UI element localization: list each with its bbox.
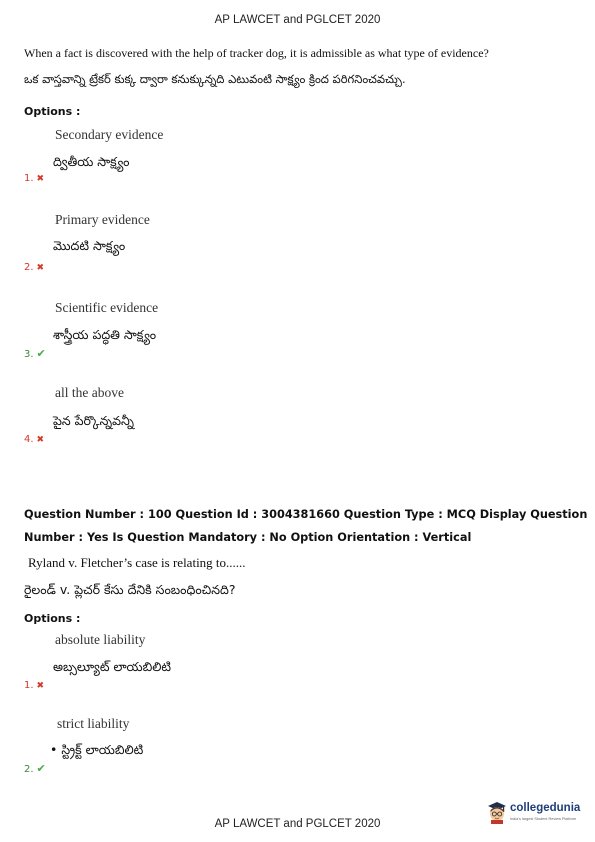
collegedunia-logo xyxy=(486,800,586,830)
q2-option-1-number: 1. xyxy=(24,680,34,691)
wrong-cross-icon: ✖ xyxy=(36,681,45,691)
q1-option-1-number: 1. xyxy=(24,173,34,184)
wrong-cross-icon: ✖ xyxy=(36,435,45,445)
logo-tagline: India's largest Student Review Platform xyxy=(510,817,577,821)
q1-option-2-en: Primary evidence xyxy=(55,212,150,227)
question-2-text-te: రైలండ్ v. ప్లెచర్ కేసు దేనికి సంబంధించినది? xyxy=(24,582,236,597)
q1-option-3-en: Scientific evidence xyxy=(55,300,159,315)
question-2-meta-line-1: Question Number : 100 Question Id : 3004381660 Question Type : MCQ Display Question xyxy=(24,508,588,521)
q1-option-4-marker xyxy=(24,427,44,446)
q1-option-4-te: పైన పేర్కొన్నవన్నీ xyxy=(53,413,135,428)
q2-option-2-te: • స్ట్రిక్ట్ లాయబిలిటి xyxy=(50,742,144,757)
q2-option-1-te: అబ్సల్యూట్ లాయబిలిటి xyxy=(53,659,172,674)
q2-option-2-marker xyxy=(24,757,46,776)
q1-option-4-number: 4. xyxy=(24,434,34,445)
question-1-text-te: ఒక వాస్తవాన్ని ట్రేకర్ కుక్క ద్వారా కనుక్కున్నది ఎటువంటి సాక్ష్యం క్రింద పరిగనించవచ్చు. xyxy=(24,72,406,86)
logo-wordmark: collegedunia xyxy=(510,802,581,814)
q1-option-3-marker xyxy=(24,342,46,361)
q2-option-2-en: strict liability xyxy=(57,716,130,731)
q1-option-3-number: 3. xyxy=(24,349,34,360)
question-2-options-label: Options : xyxy=(24,612,81,625)
q2-option-1-marker xyxy=(24,673,44,692)
q2-option-1-en: absolute liability xyxy=(55,632,146,647)
q1-option-2-number: 2. xyxy=(24,262,34,273)
question-2-meta-line-2: Number : Yes Is Question Mandatory : No Option Orientation : Vertical xyxy=(24,531,472,544)
question-1-text-en: When a fact is discovered with the help of tracker dog, it is admissible as what type of evidence? xyxy=(24,46,489,60)
page-header: AP LAWCET and PGLCET 2020 xyxy=(214,14,381,26)
correct-check-icon: ✔ xyxy=(36,762,46,775)
wrong-cross-icon: ✖ xyxy=(36,263,45,273)
student-mascot-icon xyxy=(486,800,508,824)
q1-option-1-en: Secondary evidence xyxy=(55,127,164,142)
q2-option-2-number: 2. xyxy=(24,764,34,775)
q1-option-2-te: మొదటి సాక్ష్యం xyxy=(53,238,126,253)
q1-option-2-marker xyxy=(24,255,44,274)
wrong-cross-icon: ✖ xyxy=(36,174,45,184)
q1-option-3-te: శాస్త్రీయ పద్ధతి సాక్ష్యం xyxy=(53,327,157,342)
page-footer: AP LAWCET and PGLCET 2020 xyxy=(214,818,381,830)
correct-check-icon: ✔ xyxy=(36,347,46,360)
q1-option-4-en: all the above xyxy=(55,385,124,400)
question-1-options-label: Options : xyxy=(24,105,81,118)
q1-option-1-marker xyxy=(24,166,44,185)
q1-option-1-te: ద్వితీయ సాక్ష్యం xyxy=(53,154,130,169)
question-2-text-en: Ryland v. Fletcher’s case is relating to...... xyxy=(28,555,246,570)
